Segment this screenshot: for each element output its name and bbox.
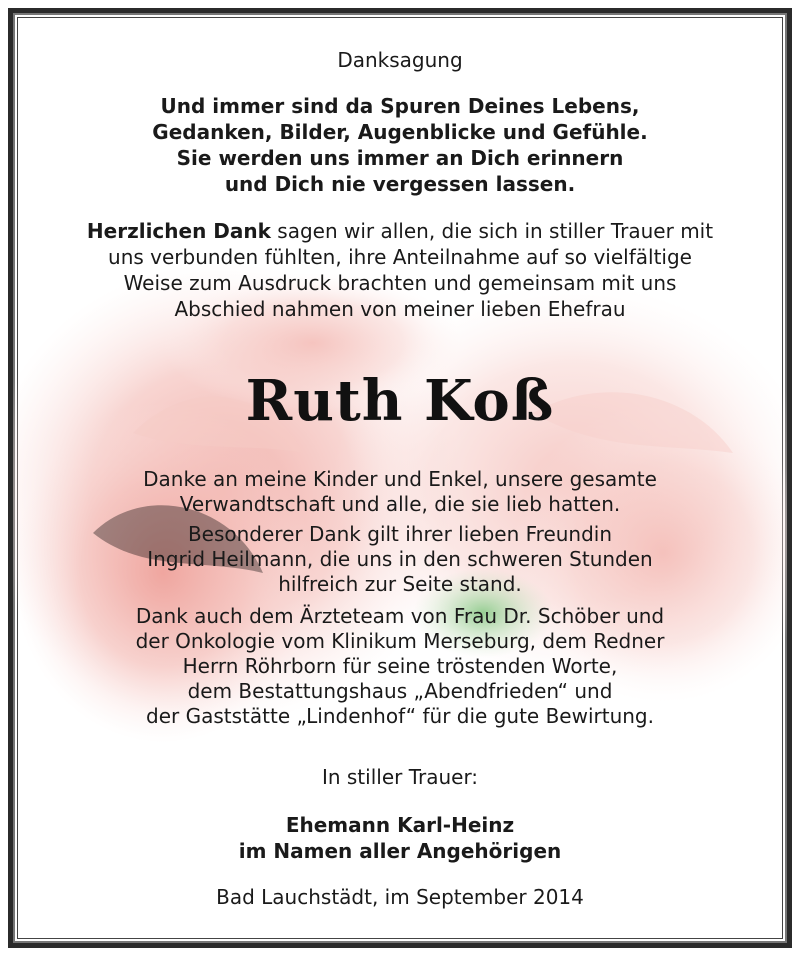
notice-frame [8, 8, 792, 948]
signer-line: Ehemann Karl-Heinz [285, 813, 515, 837]
thanks-line [13, 219, 787, 244]
thanks-line: Abschied nahmen von meiner lieben Ehefrau [174, 297, 626, 321]
signer-line: im Namen aller Angehörigen [238, 839, 562, 863]
verse-line: Gedanken, Bilder, Augenblicke und Gefühle. [152, 120, 648, 144]
body-line: der Onkologie vom Klinikum Merseburg, dem Redner [135, 629, 665, 653]
verse-line: und Dich nie vergessen lassen. [224, 172, 576, 196]
body-line: Dank auch dem Ärzteteam von Frau Dr. Schöber und [135, 604, 665, 628]
place-date: Bad Lauchstädt, im September 2014 [216, 885, 584, 909]
thanks-lead: Herzlichen Dank [86, 219, 271, 243]
verse-line: Und immer sind da Spuren Deines Lebens, [160, 94, 640, 118]
verse-line: Sie werden uns immer an Dich erinnern [176, 146, 624, 170]
body-line: Ingrid Heilmann, die uns in den schweren Stunden [147, 547, 653, 571]
body-line: Herrn Röhrborn für seine tröstenden Worte, [182, 654, 618, 678]
body-line: Danke an meine Kinder und Enkel, unsere gesamte [143, 467, 657, 491]
thanks-line: uns verbunden fühlten, ihre Anteilnahme auf so vielfältige [108, 245, 692, 269]
mourning-label: In stiller Trauer: [321, 765, 479, 789]
body-line: Verwandtschaft und alle, die sie lieb hatten. [179, 492, 621, 516]
thanks-line: Weise zum Ausdruck brachten und gemeinsam mit uns [123, 271, 677, 295]
deceased-name: Ruth Koß [245, 368, 555, 434]
notice-title: Danksagung [337, 48, 463, 72]
body-line: hilfreich zur Seite stand. [278, 572, 522, 596]
thanks-line-rest: sagen wir allen, die sich in stiller Trauer mit [270, 219, 714, 243]
notice-content [13, 13, 787, 943]
body-line: der Gaststätte „Lindenhof“ für die gute Bewirtung. [146, 704, 654, 728]
body-line: Besonderer Dank gilt ihrer lieben Freundin [187, 522, 613, 546]
body-line: dem Bestattungshaus „Abendfrieden“ und [187, 679, 613, 703]
